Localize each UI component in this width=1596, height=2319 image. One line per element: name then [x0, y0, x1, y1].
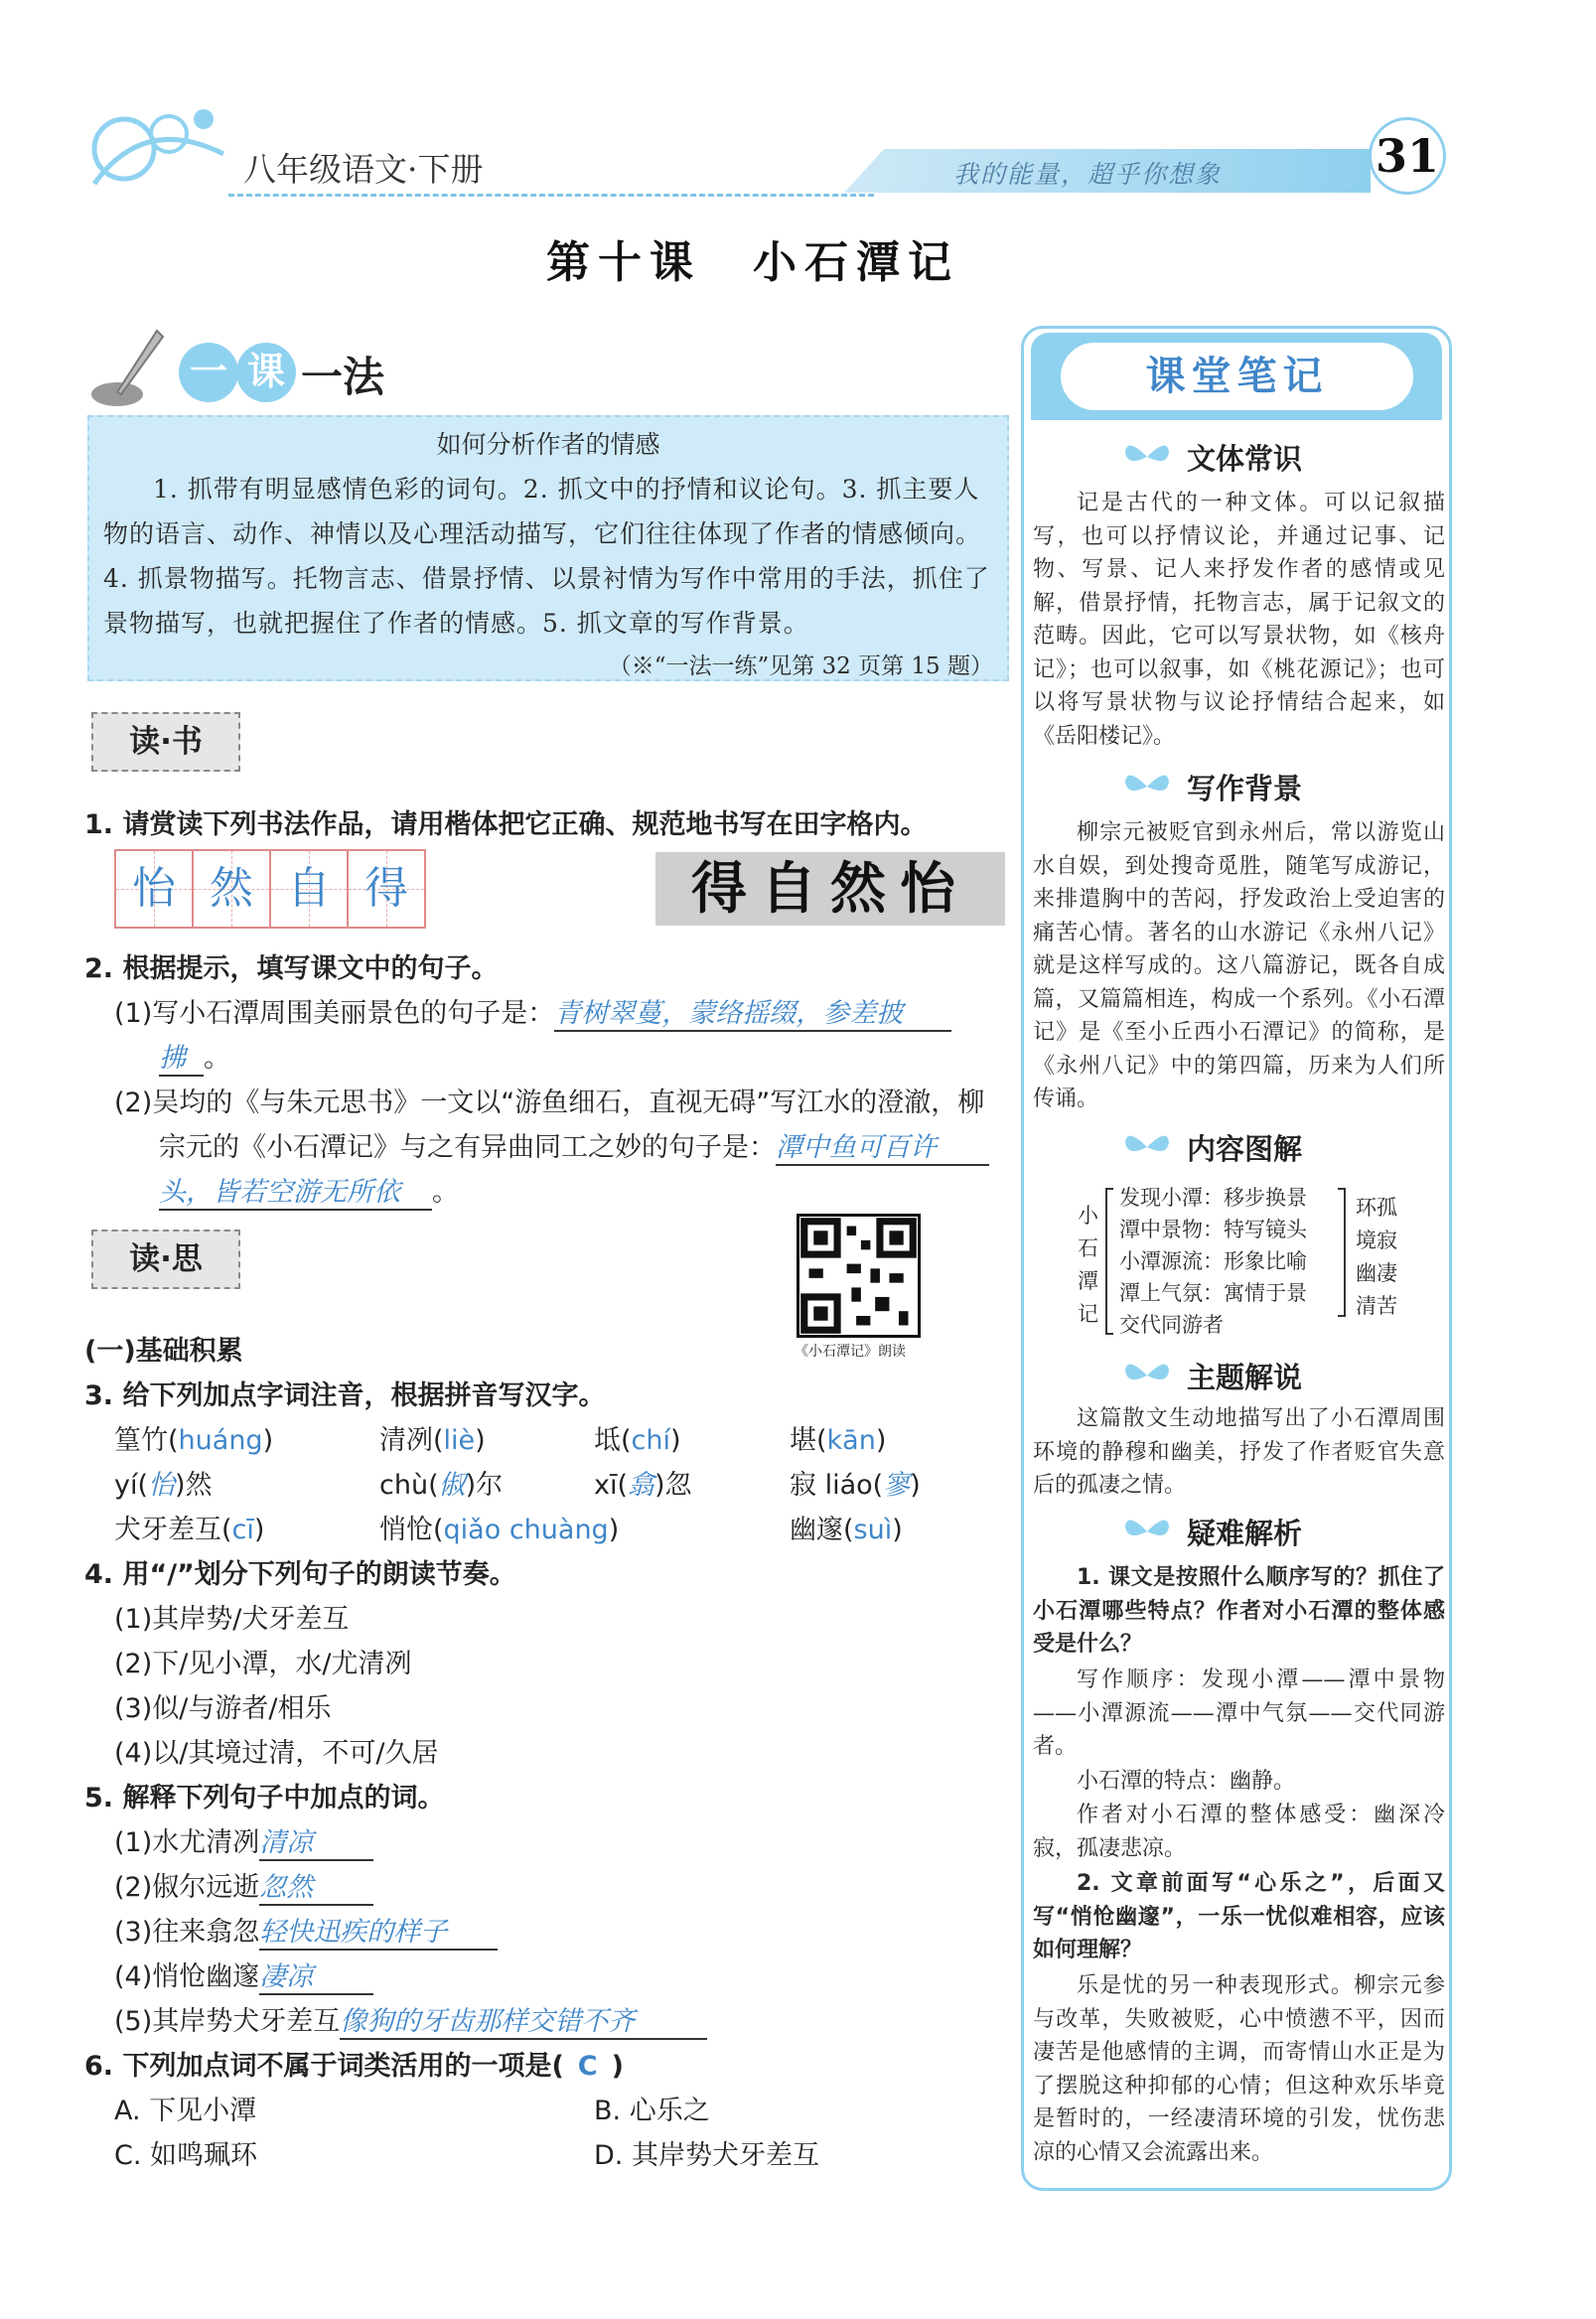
q2-sub2-cont: 宗元的《小石潭记》与之有异曲同工之妙的句子是：潭中鱼可百许 — [159, 1125, 989, 1166]
q3-item: 寂 liáo(寥) — [790, 1470, 921, 1501]
floral-ornament-icon — [84, 94, 233, 204]
q2-sub2: (2)吴均的《与朱元思书》一文以“游鱼细石，直视无碍”写江水的澄澈，柳 — [114, 1087, 985, 1118]
qr-code-icon[interactable] — [797, 1214, 921, 1338]
q2-sub2-cont2: 头，皆若空游无所依 。 — [159, 1170, 459, 1211]
butterfly-icon — [1122, 1512, 1172, 1551]
q5-item: (5)其岸势犬牙差互像狗的牙齿那样交错不齐 — [114, 1999, 707, 2040]
sidebar-answer-1b: 小石潭的特点：幽静。 — [1077, 1769, 1296, 1794]
diagram-mid: 发现小潭：移步换景 潭中景物：特写镜头 小潭源流：形象比喻 潭上气氛：寓情于景 交代同游者 — [1119, 1186, 1307, 1337]
q5-item: (1)水尤清冽清凉 — [114, 1820, 373, 1861]
q2-answer-1b[interactable]: 拂 — [159, 1036, 204, 1077]
quill-icon — [87, 323, 167, 412]
sidebar-paragraph-2: 柳宗元被贬官到永州后，常以游览山水自娱，到处搜奇觅胜，随笔写成游记，来排遣胸中的苦闷，抒发政治上受迫害的痛苦心情。著名的山水游记《永州八记》就是这样写成的。这八篇游记，既各自成篇，又篇篇相连，构成一个系列。《小石潭记》是《至小丘西小石潭记》的简称，是《永州八记》中的第四篇，历来为人们所传诵。 — [1033, 820, 1445, 1111]
sidebar-answer-1a: 写作顺序：发现小潭——潭中景物——小潭源流——潭中气氛——交代同游者。 — [1033, 1667, 1445, 1759]
q3-item: yí(怡)然 — [114, 1470, 213, 1501]
grid-cell[interactable]: 怡 — [114, 849, 194, 929]
grid-cell[interactable]: 自 — [269, 849, 349, 929]
q3-item: 堪(kān) — [790, 1425, 887, 1456]
section-tag-dushu: 读·书 — [91, 712, 240, 772]
diagram-brace-right — [1338, 1188, 1346, 1317]
diagram-brace-left — [1105, 1188, 1113, 1335]
q3-item: xī(翕)忽 — [594, 1470, 692, 1501]
q2-answer-2b[interactable]: 头，皆若空游无所依 — [159, 1170, 432, 1211]
page-number: 31 — [1369, 117, 1446, 195]
q6-option-c[interactable]: C. 如鸣珮环 — [114, 2140, 258, 2171]
q3-item: 清冽(liè) — [379, 1425, 486, 1456]
grid-cell[interactable]: 得 — [347, 849, 426, 929]
lesson-title: 第十课 小石潭记 — [546, 237, 959, 288]
q3-item: 犬牙差互(cī) — [114, 1515, 265, 1545]
diagram-right: 环孤 境寂 幽凄 清苦 — [1356, 1196, 1397, 1318]
sidebar-heading-5: 疑难解析 — [1187, 1517, 1303, 1550]
q5-item: (2)俶尔远逝忽然 — [114, 1865, 373, 1906]
question-3: 3. 给下列加点字词注音，根据拼音写汉字。 — [84, 1380, 606, 1411]
calligraphy-image: 得自然怡 — [655, 852, 1005, 926]
sidebar-title: 课堂笔记 — [1061, 343, 1413, 410]
question-4: 4. 用“/”划分下列句子的朗读节奏。 — [84, 1559, 516, 1590]
method-title: 如何分析作者的情感 — [436, 430, 660, 459]
sidebar-paragraph-4: 这篇散文生动地描写出了小石潭周围环境的静穆和幽美，抒发了作者贬官失意后的孤凄之情。 — [1033, 1406, 1445, 1498]
badge-text: 一法 — [301, 353, 385, 401]
grid-cell[interactable]: 然 — [192, 849, 271, 929]
q4-item: (4)以/其境过清，不可/久居 — [114, 1738, 439, 1769]
method-body: 1. 抓带有明显感情色彩的词句。2. 抓文中的抒情和议论句。3. 抓主要人物的语言、动作、神情以及心理活动描写，它们往往体现了作者的情感倾向。4. 抓景物描写。托物言志、借景抒情、以景衬情为写作中常用的手法，抓住了景物描写，也就把握住了作者的情感。5. 抓文章的写作背景。 — [103, 475, 990, 638]
sidebar-question-2: 2. 文章前面写“心乐之”，后面又写“悄怆幽邃”，一乐一忧似难相容，应该如何理解？ — [1033, 1871, 1445, 1962]
method-badge — [87, 323, 425, 412]
qr-label: 《小石潭记》朗读 — [795, 1344, 906, 1360]
butterfly-icon — [1122, 437, 1172, 477]
sidebar-paragraph-1: 记是古代的一种文体。可以记叙描写，也可以抒情议论，并通过记事、记物、写景、记人来抒发作者的感情或见解，借景抒情，托物言志，属于记叙文的范畴。因此，它可以写景状物，如《核舟记》；也可以叙事，如《桃花源记》；也可以将写景状物与议论抒情结合起来，如《岳阳楼记》。 — [1033, 491, 1445, 749]
section-tag-dusi: 读·思 — [91, 1230, 240, 1289]
q2-sub1: (1)写小石潭周围美丽景色的句子是：青树翠蔓，蒙络摇缀，参差披 — [114, 991, 951, 1032]
q6-option-a[interactable]: A. 下见小潭 — [114, 2096, 257, 2126]
sidebar-answer-2: 乐是忧的另一种表现形式。柳宗元参与改革，失败被贬，心中愤懑不平，因而凄苦是他感情的主调，而寄情山水正是为了摆脱这种抑郁的心情；但这种欢乐毕竟是暂时的，一经凄清环境的引发，忧伤悲凉的心情又会流露出来。 — [1033, 1973, 1445, 2165]
q2-sub1-cont: 拂 。 — [159, 1036, 230, 1077]
sidebar-heading-2: 写作背景 — [1187, 772, 1303, 805]
grade-title: 八年级语文·下册 — [243, 150, 484, 189]
butterfly-icon — [1122, 1127, 1172, 1167]
header-divider — [228, 194, 874, 197]
sidebar-question-1: 1. 课文是按照什么顺序写的？抓住了小石潭哪些特点？作者对小石潭的整体感受是什么？ — [1033, 1565, 1445, 1657]
badge-circle-2: 课 — [236, 343, 296, 402]
header-slogan: 我的能量，超乎你想象 — [953, 160, 1223, 189]
q3-item: 篁竹(huáng) — [114, 1425, 274, 1456]
q5-item: (3)往来翕忽轻快迅疾的样子 — [114, 1910, 498, 1951]
question-2: 2. 根据提示，填写课文中的句子。 — [84, 953, 499, 984]
q5-item: (4)悄怆幽邃凄凉 — [114, 1955, 373, 1995]
sidebar-heading-4: 主题解说 — [1187, 1361, 1303, 1394]
q6-option-d[interactable]: D. 其岸势犬牙差互 — [594, 2140, 819, 2171]
tianzige-grid — [114, 849, 430, 929]
q3-item: 悄怆(qiǎo chuàng) — [379, 1515, 620, 1545]
q4-item: (2)下/见小潭，水/尤清冽 — [114, 1649, 412, 1679]
q4-item: (1)其岸势/犬牙差互 — [114, 1604, 350, 1635]
badge-circle-1: 一 — [179, 343, 238, 402]
sidebar-answer-1c: 作者对小石潭的整体感受：幽深冷寂，孤凄悲凉。 — [1033, 1803, 1445, 1861]
q3-item: chù(俶)尔 — [379, 1470, 504, 1501]
question-1: 1. 请赏读下列书法作品，请用楷体把它正确、规范地书写在田字格内。 — [84, 809, 928, 840]
method-box — [87, 415, 1009, 681]
butterfly-icon — [1122, 767, 1172, 806]
q6-option-b[interactable]: B. 心乐之 — [594, 2096, 710, 2126]
q2-answer-2a[interactable]: 潭中鱼可百许 — [776, 1125, 989, 1166]
sidebar-heading-1: 文体常识 — [1187, 442, 1303, 476]
page-header — [0, 0, 1596, 209]
question-6: 6. 下列加点词不属于词类活用的一项是( C ) — [84, 2051, 624, 2082]
sidebar-heading-3: 内容图解 — [1187, 1132, 1303, 1166]
method-note: （※“一法一练”见第 32 页第 15 题） — [608, 653, 993, 679]
q3-item: 幽邃(suì) — [790, 1515, 903, 1545]
part-1-heading: (一)基础积累 — [84, 1336, 243, 1367]
q3-item: 坻(chí) — [594, 1425, 681, 1456]
question-5: 5. 解释下列句子中加点的词。 — [84, 1783, 445, 1813]
q4-item: (3)似/与游者/相乐 — [114, 1693, 332, 1724]
diagram-left: 小石潭记 — [1078, 1204, 1098, 1326]
content-diagram — [1078, 1182, 1445, 1341]
q2-answer-1a[interactable]: 青树翠蔓，蒙络摇缀，参差披 — [554, 991, 951, 1032]
butterfly-icon — [1122, 1356, 1172, 1395]
